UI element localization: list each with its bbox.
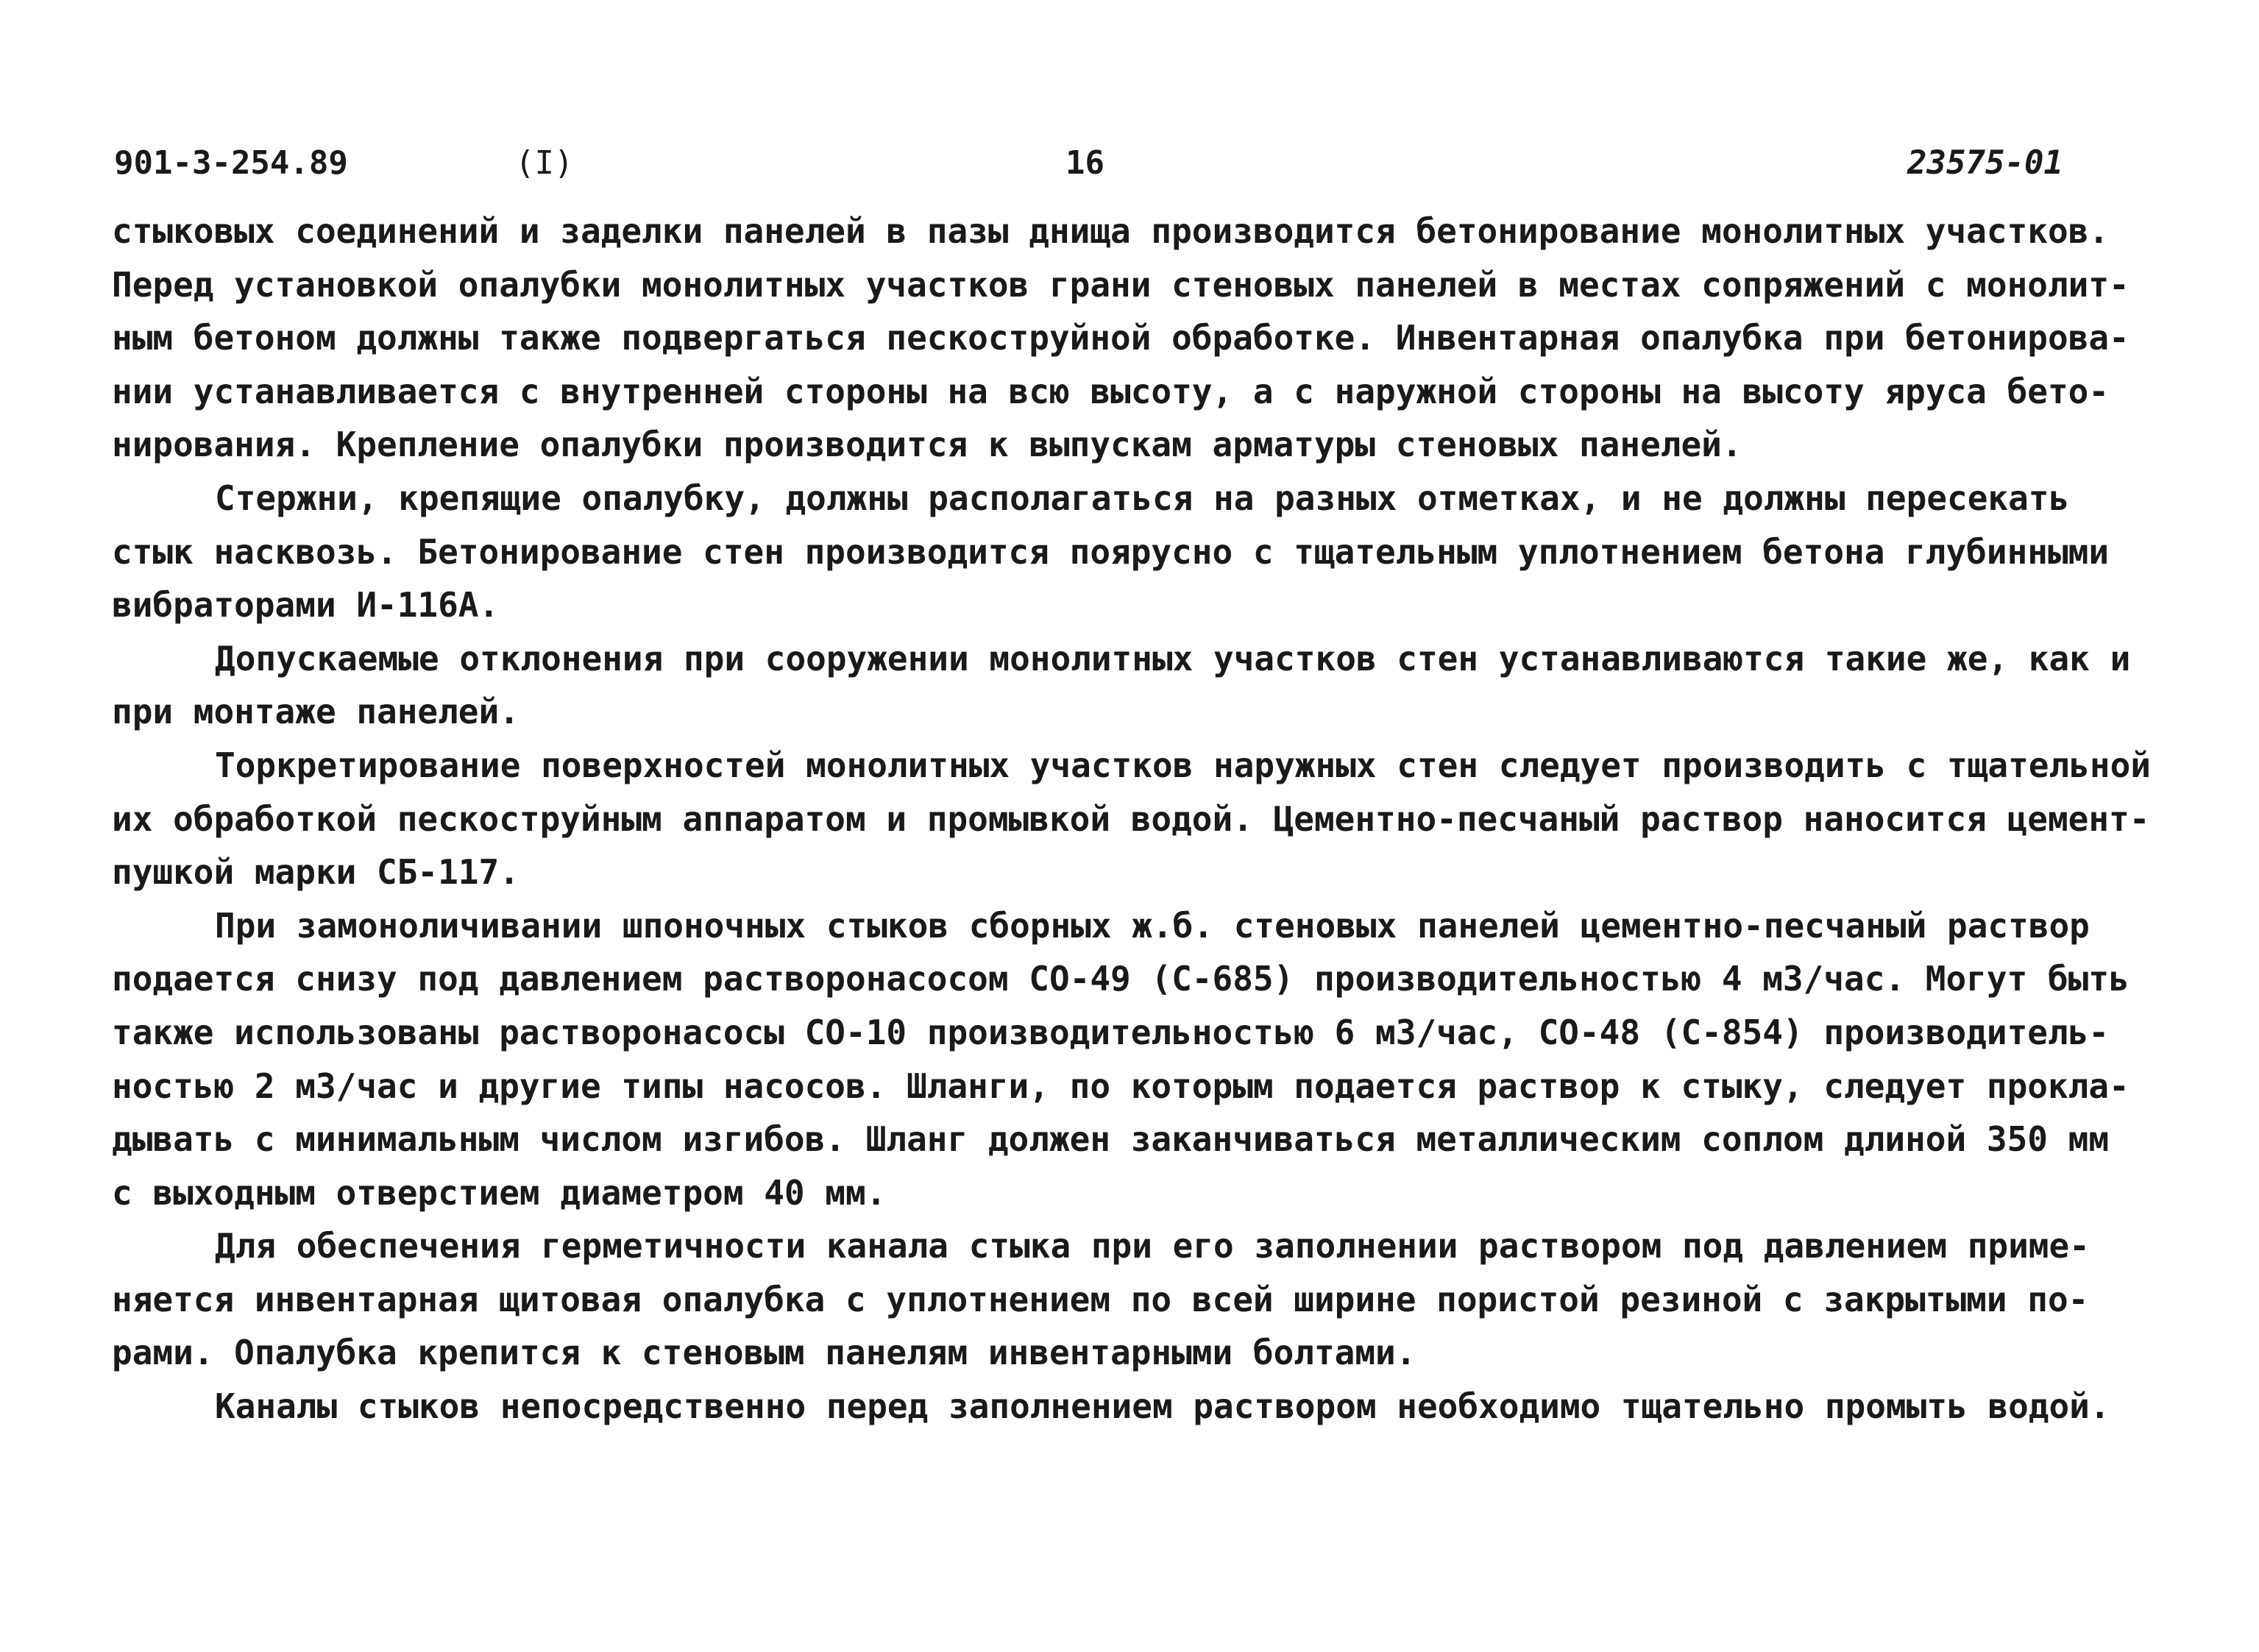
text-line: Допускаемые отклонения при сооружении монолитных участков стен устанавливаются такие же, как и (215, 638, 2131, 678)
text-line: пушкой марки СБ-117. (112, 852, 519, 893)
inventory-number: 23575-01 (1907, 144, 2063, 182)
text-line: Перед установкой опалубки монолитных участков грани стеновых панелей в местах сопряжений с монолит- (112, 264, 2129, 305)
text-line: нирования. Крепление опалубки производится к выпускам арматуры стеновых панелей. (112, 425, 1742, 465)
text-line: ностью 2 м3/час и другие типы насосов. Шланги, по которым подается раствор к стыку, следует прокла- (112, 1066, 2129, 1106)
text-line: их обработкой пескоструйным аппаратом и промывкой водой. Цементно-песчаный раствор наносится цемент- (112, 798, 2150, 839)
text-line: Каналы стыков непосредственно перед заполнением раствором необходимо тщательно промыть водой. (215, 1386, 2110, 1427)
page-number: 16 (1065, 144, 1104, 182)
text-line: при монтаже панелей. (112, 692, 519, 732)
text-line: Торкретирование поверхностей монолитных участков наружных стен следует производить с тщательной (215, 745, 2151, 785)
text-line: ным бетоном должны также подвергаться пескоструйной обработке. Инвентарная опалубка при бетонирова- (112, 318, 2129, 358)
text-line: стык насквозь. Бетонирование стен производится поярусно с тщательным уплотнением бетона глубинными (112, 531, 2110, 572)
body-text (112, 205, 2209, 1433)
text-line: с выходным отверстием диаметром 40 мм. (112, 1172, 887, 1213)
text-line: также использованы растворонасосы СО-10 производительностью 6 м3/час, СО-48 (С-854) производитель- (112, 1012, 2110, 1052)
text-line: рами. Опалубка крепится к стеновым панелям инвентарными болтами. (112, 1333, 1416, 1373)
document-code: 901-3-254.89 (114, 144, 348, 182)
text-line: При замоноличивании шпоночных стыков сборных ж.б. стеновых панелей цементно-песчаный раствор (215, 905, 2090, 946)
text-line: няется инвентарная щитовая опалубка с уплотнением по всей ширине пористой резиной с закрытыми по- (112, 1279, 2089, 1319)
text-line: Стержни, крепящие опалубку, должны располагаться на разных отметках, и не должны пересекать (215, 478, 2070, 518)
text-line: подается снизу под давлением растворонасосом СО-49 (С-685) производительностью 4 м3/час. Могут быть (112, 959, 2129, 999)
text-line: Для обеспечения герметичности канала стыка при его заполнении раствором под давлением приме- (215, 1226, 2090, 1266)
text-line: вибраторами И-116А. (112, 585, 500, 625)
text-line: стыковых соединений и заделки панелей в пазы днища производится бетонирование монолитных участков. (112, 211, 2110, 251)
text-line: дывать с минимальным числом изгибов. Шланг должен заканчиваться металлическим соплом длиной 350 мм (112, 1119, 2110, 1160)
document-part: (I) (515, 144, 574, 182)
page-header (0, 144, 2259, 188)
text-line: нии устанавливается с внутренней стороны на всю высоту, а с наружной стороны на высоту яруса бето- (112, 371, 2110, 411)
